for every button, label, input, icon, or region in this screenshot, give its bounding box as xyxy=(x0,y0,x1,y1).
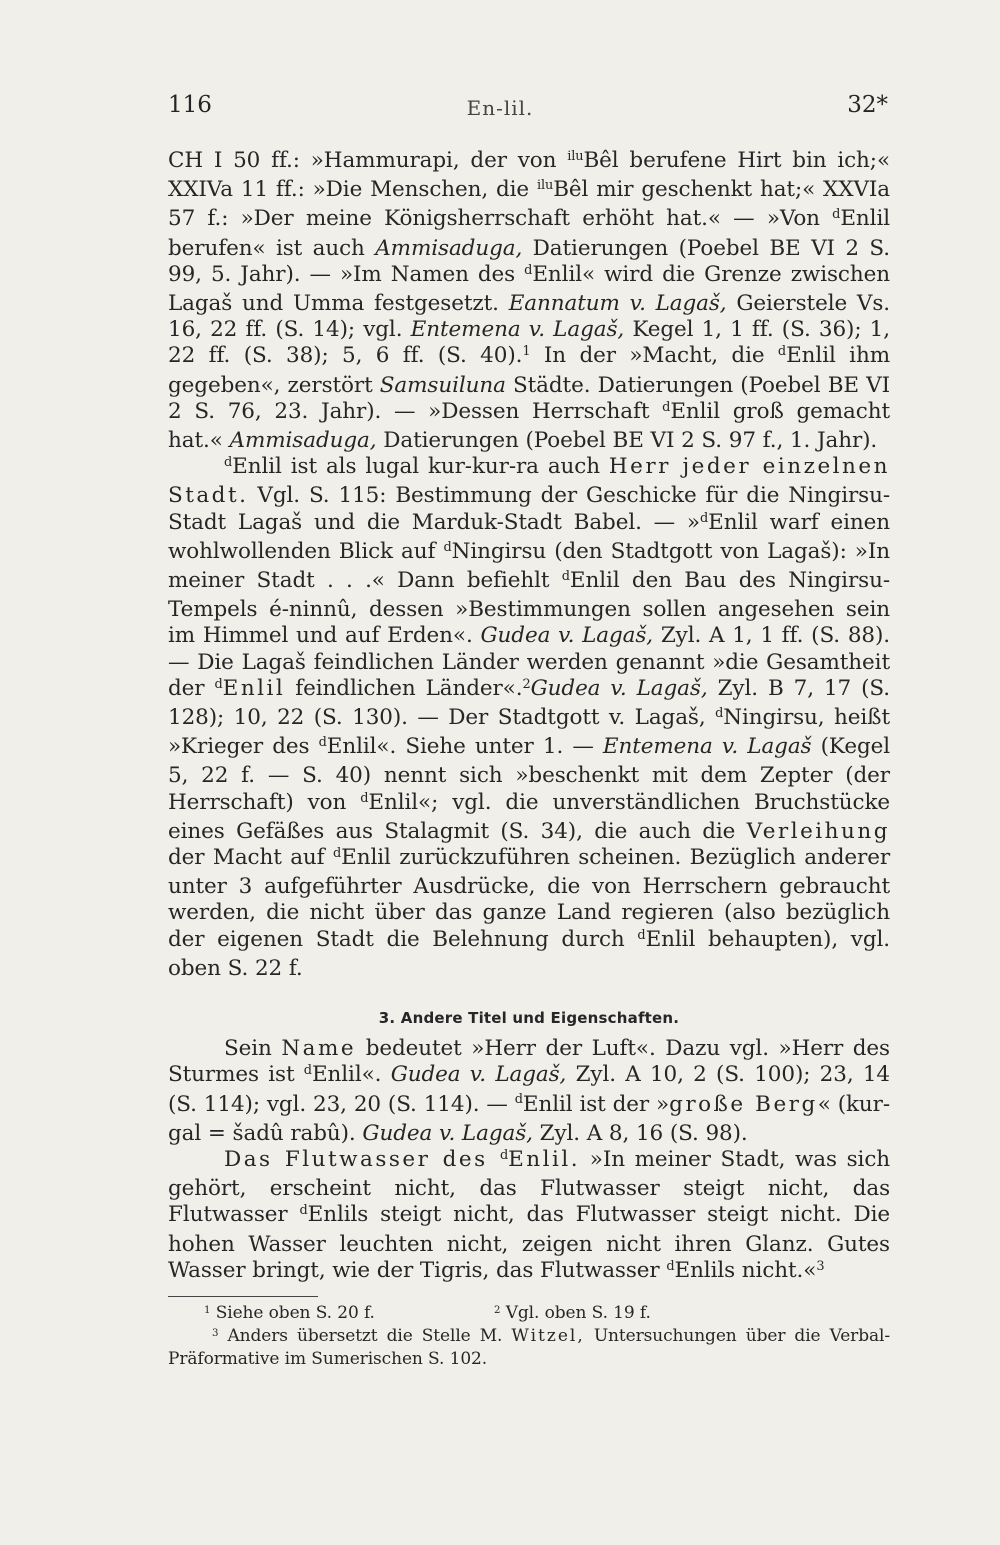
paragraph-1: CH I 50 ff.: »Hammurapi, der von $^{ilu}$Bêl berufene Hirt bin ich;« XXIVa 11 ff.: »Die Menschen, die $^{ilu}$Bêl mir geschenkt hat;« XXVIa 57 f.: »Der meine Königsherrschaft erhöht hat.« — »Von $^d$Enlil berufen« ist auch Ammisaduga, Datierungen (Poebel BE VI 2 S. 99, 5. Jahr). — »Im Namen des $^d$Enlil« wird die Grenze zwischen Lagaš und Umma festgesetzt. Eannatum v. Lagaš, Geierstele Vs. 16, 22 ff. (S. 14); vgl. Entemena v. Lagaš, Kegel 1, 1 ff. (S. 36); 1, 22 ff. (S. 38); 5, 6 ff. (S. 40).$^1$ In der »Macht, die $^d$Enlil ihm gegeben«, zerstört Samsuiluna Städte. Datierungen (Poebel BE VI 2 S. 76, 23. Jahr). — »Dessen Herrschaft $^d$Enlil groß gemacht hat.« Ammisaduga, Datierungen (Poebel BE VI 2 S. 97 f., 1. Jahr). xyxy=(168,148,891,454)
footnote-1: $^1$ Siehe oben S. 20 f. xyxy=(204,1302,375,1323)
paragraph-3: Sein Name bedeutet »Herr der Luft«. Dazu vgl. »Herr des Sturmes ist $^d$Enlil«. Gudea v. Lagaš, Zyl. A 10, 2 (S. 100); 23, 14 (S. 114); vgl. 23, 20 (S. 114). — $^d$Enlil ist der »große Berg« (kur-gal = šadû rabû). Gudea v. Lagaš, Zyl. A 8, 16 (S. 98). xyxy=(168,1036,891,1146)
footnote-rule xyxy=(168,1296,318,1297)
footnote-ref-3: 3 xyxy=(816,1258,825,1274)
section-mark: 32* xyxy=(847,92,888,118)
body-text xyxy=(168,148,890,1370)
footnote-ref-2: 2 xyxy=(522,676,531,692)
paragraph-2: $^d$Enlil ist als lugal kur-kur-ra auch Herr jeder einzelnen Stadt. Vgl. S. 115: Bestimmung der Geschicke für die Ningirsu-Stadt Lagaš und die Marduk-Stadt Babel. — »$^d$Enlil warf einen wohlwollenden Blick auf $^d$Ningirsu (den Stadtgott von Lagaš): »In meiner Stadt . . .« Dann befiehlt $^d$Enlil den Bau des Ningirsu-Tempels é-ninnû, dessen »Bestimmungen sollen angesehen sein im Himmel und auf Erden«. Gudea v. Lagaš, Zyl. A 1, 1 ff. (S. 88). — Die Lagaš feindlichen Länder werden genannt »die Gesamtheit der $^d$Enlil feindlichen Länder«.$^2$Gudea v. Lagaš, Zyl. B 7, 17 (S. 128); 10, 22 (S. 130). — Der Stadtgott v. Lagaš, $^d$Ningirsu, heißt »Krieger des $^d$Enlil«. Siehe unter 1. — Entemena v. Lagaš (Kegel 5, 22 f. — S. 40) nennt sich »beschenkt mit dem Zepter (der Herrschaft) von $^d$Enlil«; vgl. die unverständlichen Bruchstücke eines Gefäßes aus Stalagmit (S. 34), die auch die Verleihung der Macht auf $^d$Enlil zurückzuführen scheinen. Bezüglich anderer unter 3 aufgeführter Ausdrücke, die von Herrschern gebraucht werden, die nicht über das ganze Land regieren (also bezüglich der eigenen Stadt die Belehnung durch $^d$Enlil behaupten), vgl. oben S. 22 f. xyxy=(168,454,891,981)
running-title: En-lil. xyxy=(466,96,534,120)
footnote-2: $^2$ Vgl. oben S. 19 f. xyxy=(494,1302,651,1323)
footnote-row-1-2 xyxy=(168,1303,890,1326)
paragraph-4: Das Flutwasser des $^d$Enlil. »In meiner Stadt, was sich gehört, erscheint nicht, das Flutwasser steigt nicht, das Flutwasser $^d$Enlils steigt nicht, das Flutwasser steigt nicht. Die hohen Wasser leuchten nicht, zeigen nicht ihren Glanz. Gutes Wasser bringt, wie der Tigris, das Flutwasser $^d$Enlils nicht.«$^3$ xyxy=(168,1146,891,1283)
footnote-ref-1: 1 xyxy=(522,344,531,360)
page-number: 116 xyxy=(168,92,212,118)
footnote-3: $^3$ Anders übersetzt die Stelle M. Witzel, Untersuchungen über die Verbal-Präformative im Sumerischen S. 102. xyxy=(168,1325,890,1369)
section-heading: 3. Andere Titel und Eigenschaften. xyxy=(378,1009,680,1028)
footnotes xyxy=(168,1303,890,1370)
